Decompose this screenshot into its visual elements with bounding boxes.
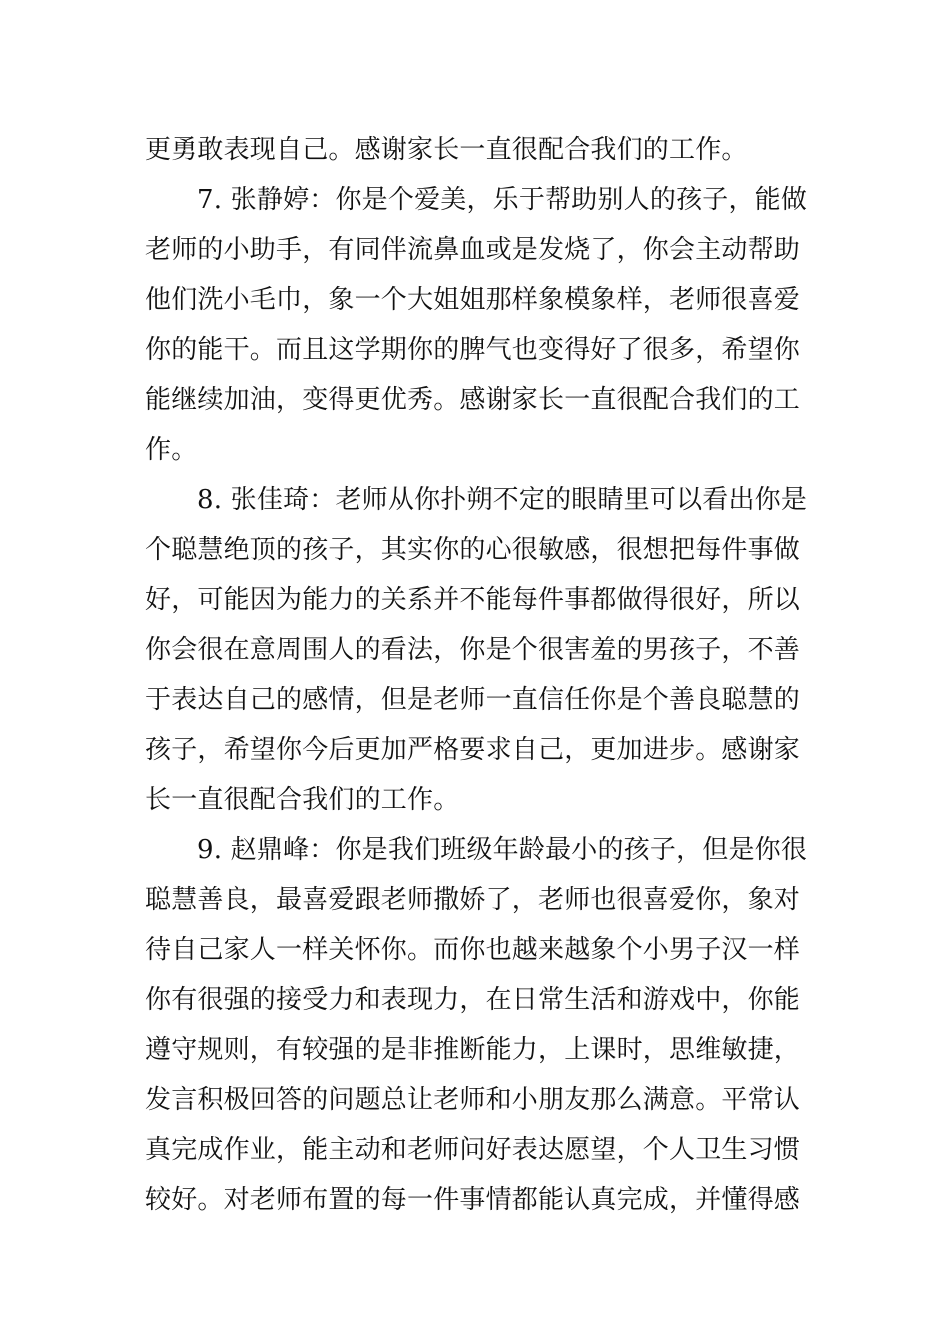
text-line: 更勇敢表现自己。感谢家长一直很配合我们的工作。	[145, 135, 748, 165]
text-line: 真完成作业，能主动和老师问好表达愿望，个人卫生习惯	[145, 1135, 801, 1165]
text-line: 能继续加油，变得更优秀。感谢家长一直很配合我们的工	[145, 385, 801, 415]
text-line: 遵守规则，有较强的是非推断能力，上课时，思维敏捷，	[145, 1035, 801, 1065]
text-line: 好，可能因为能力的关系并不能每件事都做得很好，所以	[145, 585, 801, 615]
text-line: 老师的小助手，有同伴流鼻血或是发烧了，你会主动帮助	[145, 235, 801, 265]
paragraph-7-start: 7. 张静婷：你是个爱美，乐于帮助别人的孩子，能做	[197, 185, 808, 215]
paragraph-8-start: 8. 张佳琦：老师从你扑朔不定的眼睛里可以看出你是	[197, 485, 808, 515]
text-line: 个聪慧绝顶的孩子，其实你的心很敏感，很想把每件事做	[145, 535, 801, 565]
text-line: 他们洗小毛巾，象一个大姐姐那样象模象样，老师很喜爱	[145, 285, 801, 315]
text-line: 长一直很配合我们的工作。	[145, 785, 460, 815]
text-line: 聪慧善良，最喜爱跟老师撒娇了，老师也很喜爱你，象对	[145, 885, 801, 915]
text-line: 于表达自己的感情，但是老师一直信任你是个善良聪慧的	[145, 685, 801, 715]
text-line: 你有很强的接受力和表现力，在日常生活和游戏中，你能	[145, 985, 801, 1015]
text-line: 发言积极回答的问题总让老师和小朋友那么满意。平常认	[145, 1085, 801, 1115]
text-line: 你的能干。而且这学期你的脾气也变得好了很多，希望你	[145, 335, 801, 365]
text-line: 孩子，希望你今后更加严格要求自己，更加进步。感谢家	[145, 735, 801, 765]
text-line: 作。	[145, 435, 198, 465]
paragraph-9-start: 9. 赵鼎峰：你是我们班级年龄最小的孩子，但是你很	[197, 835, 808, 865]
text-line: 较好。对老师布置的每一件事情都能认真完成，并懂得感	[145, 1185, 801, 1215]
text-line: 待自己家人一样关怀你。而你也越来越象个小男子汉一样	[145, 935, 801, 965]
text-line: 你会很在意周围人的看法，你是个很害羞的男孩子，不善	[145, 635, 801, 665]
